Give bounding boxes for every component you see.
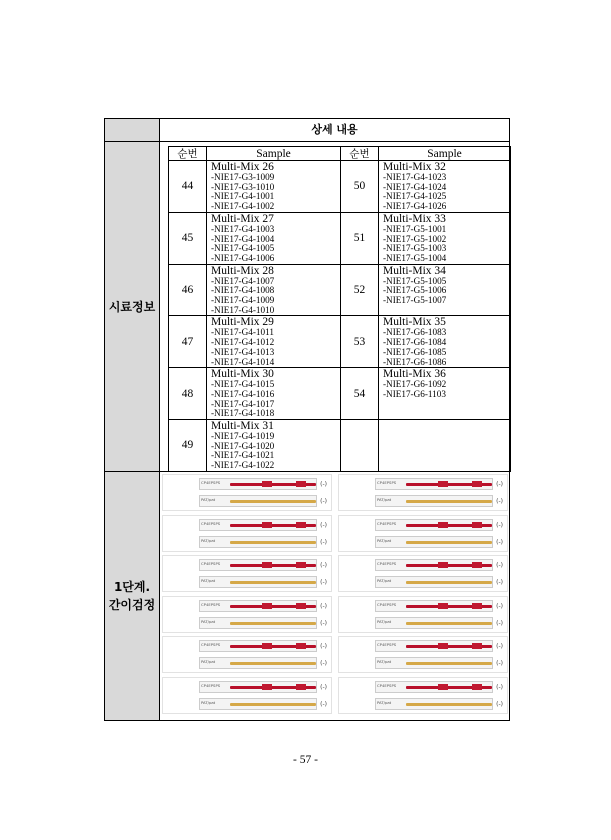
- sample-id: -NIE17-G5-1002: [383, 233, 447, 244]
- table-row: [169, 420, 511, 472]
- sample-id: -NIE17-G4-1008: [211, 285, 275, 296]
- page-number: - 57 -: [293, 754, 318, 766]
- sample-id: -NIE17-G4-1023: [383, 172, 447, 182]
- sample-id: -NIE17-G4-1018: [211, 408, 275, 419]
- sample-cell: [379, 212, 511, 264]
- row-number: 44: [169, 161, 207, 213]
- sample-id: -NIE17-G4-1021: [211, 450, 275, 461]
- table-row: [169, 161, 511, 213]
- test-strip-photo: CP4EPSPS PAT/pat (-) (-): [162, 636, 332, 673]
- test-strip-photo: CP4EPSPS PAT/pat (-) (-): [338, 515, 508, 552]
- test-strip-photo: CP4EPSPS PAT/pat (-) (-): [162, 677, 332, 714]
- sample-id: -NIE17-G5-1006: [383, 285, 447, 296]
- test-strip-photo: CP4EPSPS PAT/pat (-) (-): [338, 474, 508, 511]
- header-title: 상세 내용: [159, 118, 510, 142]
- row-number: 54: [341, 368, 379, 420]
- row-number: 46: [169, 264, 207, 316]
- sample-id: -NIE17-G4-1024: [383, 181, 447, 192]
- sample-id: -NIE17-G4-1005: [211, 243, 275, 254]
- multi-mix-name: Multi-Mix 30: [211, 368, 274, 381]
- section-label-sample-info: 시료정보: [104, 141, 160, 472]
- sample-id: -NIE17-G3-1009: [211, 172, 275, 182]
- sample-cell: [207, 316, 341, 368]
- sample-cell: [207, 368, 341, 420]
- sample-id: -NIE17-G4-1004: [211, 233, 275, 244]
- sample-id: -NIE17-G5-1007: [383, 295, 447, 306]
- sample-id: -NIE17-G6-1103: [383, 388, 446, 399]
- col-header-no: 순번: [341, 147, 379, 161]
- row-number: 52: [341, 264, 379, 316]
- sample-cell: [207, 420, 341, 472]
- multi-mix-name: Multi-Mix 32: [383, 161, 446, 173]
- sample-id: -NIE17-G3-1010: [211, 181, 275, 192]
- sample-cell: [379, 161, 511, 213]
- col-header-no: 순번: [169, 147, 207, 161]
- sample-cell: [379, 264, 511, 316]
- sample-id: -NIE17-G4-1011: [211, 327, 274, 338]
- sample-table: [168, 146, 511, 472]
- test-strip-photo: CP4EPSPS PAT/pat (-) (-): [338, 555, 508, 592]
- test-strip-photos: [162, 474, 508, 718]
- header-corner-cell: [104, 118, 160, 142]
- sample-id: -NIE17-G4-1007: [211, 275, 275, 286]
- sample-id: -NIE17-G5-1004: [383, 252, 447, 263]
- row-number: [341, 420, 379, 472]
- sample-id: -NIE17-G4-1015: [211, 379, 275, 390]
- row-number: 49: [169, 420, 207, 472]
- rapid-test-label-line1: 1단계.: [113, 580, 151, 594]
- sample-id: -NIE17-G4-1010: [211, 304, 275, 315]
- sample-id: -NIE17-G5-1001: [383, 223, 447, 234]
- sample-id: -NIE17-G4-1019: [211, 431, 275, 442]
- col-header-sample: Sample: [207, 147, 341, 161]
- sample-id: -NIE17-G4-1006: [211, 252, 275, 263]
- sample-id: -NIE17-G5-1005: [383, 275, 447, 286]
- table-row: [169, 368, 511, 420]
- row-number: 53: [341, 316, 379, 368]
- rapid-test-label-line2: 간이검정: [108, 598, 156, 612]
- sample-id: -NIE17-G4-1014: [211, 356, 275, 367]
- multi-mix-name: Multi-Mix 28: [211, 264, 274, 277]
- test-strip-photo: CP4EPSPS PAT/pat (-) (-): [162, 596, 332, 633]
- sample-id: -NIE17-G4-1022: [211, 460, 275, 471]
- row-number: 51: [341, 212, 379, 264]
- sample-id: -NIE17-G4-1020: [211, 440, 275, 451]
- sample-id: -NIE17-G4-1025: [383, 191, 447, 202]
- multi-mix-name: Multi-Mix 34: [383, 264, 446, 277]
- sample-id: -NIE17-G4-1017: [211, 398, 275, 409]
- sample-id: -NIE17-G6-1092: [383, 379, 447, 390]
- sample-id: -NIE17-G4-1003: [211, 223, 275, 234]
- sample-cell: [207, 161, 341, 213]
- sample-cell: [207, 264, 341, 316]
- table-row: [169, 316, 511, 368]
- row-number: 45: [169, 212, 207, 264]
- multi-mix-name: Multi-Mix 27: [211, 212, 274, 225]
- sample-id: -NIE17-G4-1001: [211, 191, 275, 202]
- test-strip-photo: CP4EPSPS PAT/pat (-) (-): [162, 555, 332, 592]
- sample-id: -NIE17-G4-1016: [211, 388, 275, 399]
- sample-cell: [379, 420, 511, 472]
- sample-id: -NIE17-G6-1086: [383, 356, 447, 367]
- sample-id: -NIE17-G4-1026: [383, 201, 447, 212]
- sample-id: -NIE17-G6-1084: [383, 337, 447, 348]
- sample-cell: [379, 316, 511, 368]
- multi-mix-name: Multi-Mix 36: [383, 368, 446, 381]
- sample-id: -NIE17-G4-1013: [211, 346, 275, 357]
- sample-id: -NIE17-G6-1085: [383, 346, 447, 357]
- section-label-rapid-test: [104, 471, 160, 721]
- sample-id: -NIE17-G4-1009: [211, 295, 275, 306]
- row-number: 48: [169, 368, 207, 420]
- multi-mix-name: Multi-Mix 29: [211, 316, 274, 329]
- sample-id: -NIE17-G4-1012: [211, 337, 275, 348]
- test-strip-photo: CP4EPSPS PAT/pat (-) (-): [338, 596, 508, 633]
- test-strip-photo: CP4EPSPS PAT/pat (-) (-): [162, 474, 332, 511]
- sample-id: -NIE17-G4-1002: [211, 201, 275, 212]
- test-strip-photo: CP4EPSPS PAT/pat (-) (-): [338, 636, 508, 673]
- multi-mix-name: Multi-Mix 26: [211, 161, 274, 173]
- sample-cell: [207, 212, 341, 264]
- table-row: [169, 212, 511, 264]
- multi-mix-name: Multi-Mix 35: [383, 316, 446, 329]
- row-number: 47: [169, 316, 207, 368]
- col-header-sample: Sample: [379, 147, 511, 161]
- sample-cell: [379, 368, 511, 420]
- row-number: 50: [341, 161, 379, 213]
- test-strip-photo: CP4EPSPS PAT/pat (-) (-): [338, 677, 508, 714]
- sample-id: -NIE17-G5-1003: [383, 243, 447, 254]
- test-strip-photo: CP4EPSPS PAT/pat (-) (-): [162, 515, 332, 552]
- table-row: [169, 264, 511, 316]
- multi-mix-name: Multi-Mix 31: [211, 420, 274, 433]
- multi-mix-name: Multi-Mix 33: [383, 212, 446, 225]
- sample-id: -NIE17-G6-1083: [383, 327, 447, 338]
